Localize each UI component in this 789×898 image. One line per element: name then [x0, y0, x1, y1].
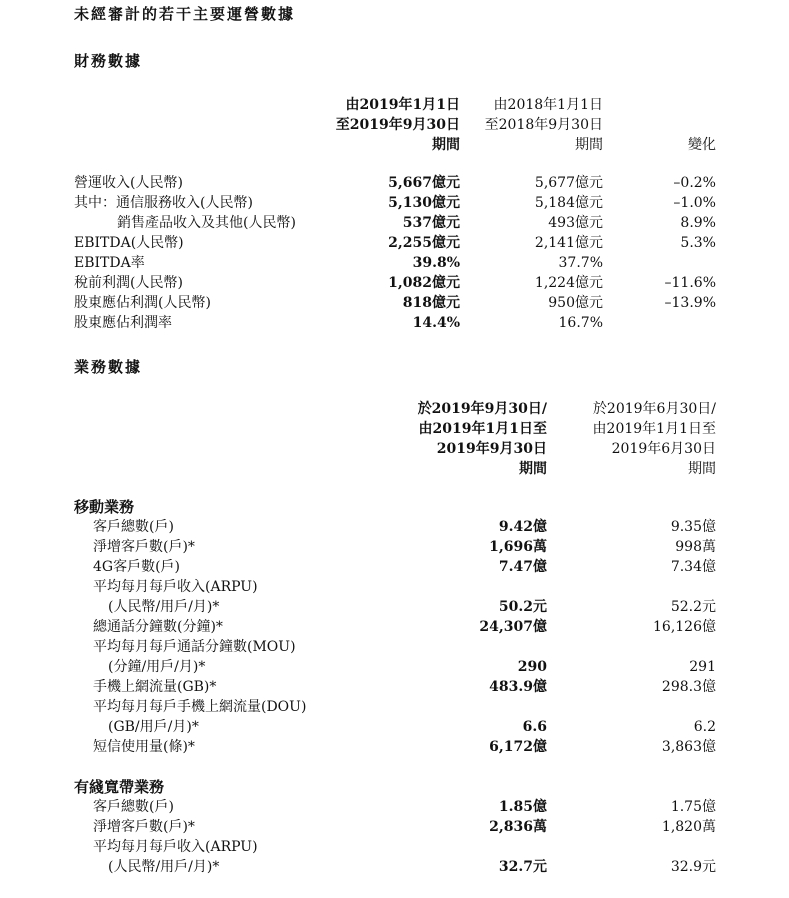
row-value-q3: 290 — [517, 659, 547, 675]
row-label: 平均每月每戶手機上網流量(DOU) — [93, 699, 307, 715]
row-value-2018: 5,677億元 — [534, 175, 603, 191]
business-col2-header-line4: 期間 — [688, 461, 716, 477]
row-label: (分鐘/用戶/月)* — [108, 659, 206, 675]
row-change: 8.9% — [680, 215, 716, 231]
row-label: 股東應佔利潤率 — [74, 315, 172, 331]
business-col2-header-line3: 2019年6月30日 — [611, 441, 716, 457]
row-label: EBITDA率 — [74, 255, 145, 271]
row-value-q3: 483.9億 — [489, 679, 547, 695]
row-label: 手機上網流量(GB)* — [93, 679, 217, 695]
financial-col2-header-line1: 由2018年1月1日 — [493, 97, 603, 113]
row-value-q3: 6,172億 — [489, 739, 547, 755]
row-value-h1: 32.9元 — [670, 859, 716, 875]
financial-col1-header-line1: 由2019年1月1日 — [345, 97, 460, 113]
business-col2-header-line1: 於2019年6月30日/ — [592, 401, 716, 417]
row-value-2019: 5,130億元 — [388, 195, 460, 211]
row-label: 客戶總數(戶) — [93, 519, 174, 535]
row-value-h1: 16,126億 — [653, 619, 716, 635]
financial-col1-header-line2: 至2019年9月30日 — [335, 117, 460, 133]
row-change: –13.9% — [664, 295, 716, 311]
row-label: 客戶總數(戶) — [93, 799, 174, 815]
row-change: 5.3% — [680, 235, 716, 251]
row-value-h1: 1.75億 — [670, 799, 716, 815]
financial-col2-header-line2: 至2018年9月30日 — [484, 117, 603, 133]
row-value-2018: 493億元 — [548, 215, 603, 231]
row-value-h1: 998萬 — [675, 539, 716, 555]
row-label: 股東應佔利潤(人民幣) — [74, 295, 211, 311]
row-label: 淨增客戶數(戶)* — [93, 539, 195, 555]
row-label: 其中：通信服務收入(人民幣) — [74, 195, 253, 211]
row-label: 短信使用量(條)* — [93, 739, 195, 755]
financial-col3-header: 變化 — [688, 137, 716, 153]
row-value-q3: 1,696萬 — [489, 539, 547, 555]
row-value-2018: 16.7% — [558, 315, 603, 331]
row-label: 營運收入(人民幣) — [74, 175, 183, 191]
row-label: (GB/用戶/月)* — [108, 719, 199, 735]
business-col1-header-line4: 期間 — [519, 461, 547, 477]
row-label: 銷售產品收入及其他(人民幣) — [117, 215, 296, 231]
row-value-q3: 1.85億 — [498, 799, 547, 815]
row-label: (人民幣/用戶/月)* — [108, 599, 220, 615]
financial-col1-header-line3: 期間 — [432, 137, 460, 153]
row-label: EBITDA(人民幣) — [74, 235, 184, 251]
row-value-2019: 2,255億元 — [388, 235, 460, 251]
row-value-q3: 9.42億 — [498, 519, 547, 535]
row-value-2019: 818億元 — [402, 295, 460, 311]
row-label: (人民幣/用戶/月)* — [108, 859, 220, 875]
row-value-h1: 291 — [689, 659, 716, 675]
financial-col2-header-line3: 期間 — [575, 137, 603, 153]
row-label: 淨增客戶數(戶)* — [93, 819, 195, 835]
business-col2-header-line2: 由2019年1月1日至 — [592, 421, 716, 437]
row-value-2019: 39.8% — [412, 255, 460, 271]
row-value-2018: 37.7% — [558, 255, 603, 271]
row-value-h1: 7.34億 — [670, 559, 716, 575]
business-section-heading: 業務數據 — [74, 358, 143, 376]
row-label: 平均每月每戶收入(ARPU) — [93, 839, 258, 855]
row-change: –1.0% — [673, 195, 716, 211]
row-value-2019: 537億元 — [402, 215, 460, 231]
business-col1-header-line2: 由2019年1月1日至 — [418, 421, 547, 437]
row-label: 4G客戶數(戶) — [93, 559, 181, 575]
row-value-h1: 52.2元 — [670, 599, 716, 615]
row-value-q3: 6.6 — [522, 719, 547, 735]
row-value-h1: 9.35億 — [670, 519, 716, 535]
row-value-2018: 1,224億元 — [534, 275, 603, 291]
row-value-2018: 5,184億元 — [534, 195, 603, 211]
row-value-q3: 50.2元 — [498, 599, 547, 615]
row-value-q3: 7.47億 — [498, 559, 547, 575]
row-label: 總通話分鐘數(分鐘)* — [93, 619, 223, 635]
row-value-h1: 6.2 — [693, 719, 716, 735]
mobile-subheading: 移動業務 — [74, 498, 135, 516]
row-value-h1: 298.3億 — [661, 679, 716, 695]
row-value-h1: 1,820萬 — [661, 819, 716, 835]
row-value-2019: 5,667億元 — [388, 175, 460, 191]
row-change: –11.6% — [664, 275, 716, 291]
broadband-subheading: 有綫寬帶業務 — [74, 778, 165, 796]
row-value-q3: 2,836萬 — [489, 819, 547, 835]
row-label: 平均每月每戶收入(ARPU) — [93, 579, 258, 595]
row-value-2019: 1,082億元 — [388, 275, 460, 291]
row-value-q3: 32.7元 — [498, 859, 547, 875]
row-value-2018: 2,141億元 — [534, 235, 603, 251]
row-label: 平均每月每戶通話分鐘數(MOU) — [93, 639, 296, 655]
row-value-q3: 24,307億 — [479, 619, 547, 635]
row-value-2019: 14.4% — [412, 315, 460, 331]
business-col1-header-line1: 於2019年9月30日/ — [417, 401, 547, 417]
row-value-h1: 3,863億 — [661, 739, 716, 755]
row-label: 稅前利潤(人民幣) — [74, 275, 183, 291]
page-title: 未經審計的若干主要運營數據 — [74, 5, 296, 23]
row-value-2018: 950億元 — [548, 295, 603, 311]
financial-section-heading: 財務數據 — [74, 52, 143, 70]
row-change: –0.2% — [673, 175, 716, 191]
business-col1-header-line3: 2019年9月30日 — [436, 441, 547, 457]
